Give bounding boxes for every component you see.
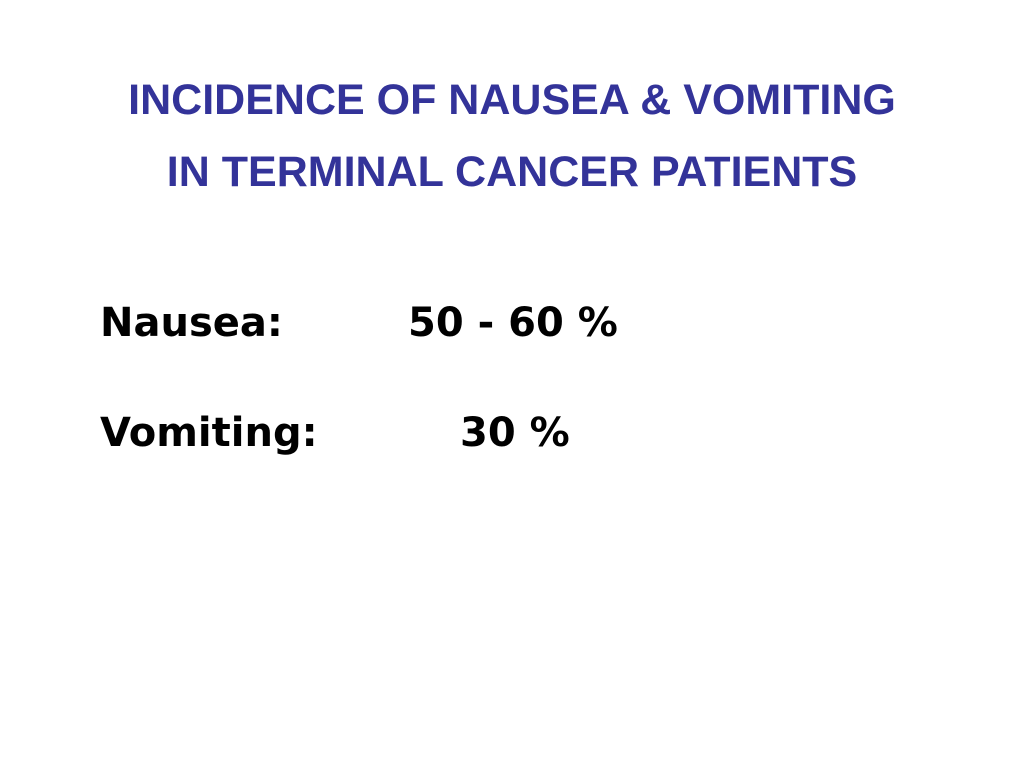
stat-row-nausea [100, 300, 800, 360]
slide-title [0, 64, 1024, 208]
stat-row-vomiting [100, 410, 800, 470]
stats-list [100, 300, 800, 470]
stat-label-vomiting: Vomiting: [100, 410, 318, 456]
stat-value-nausea: 50 - 60 % [408, 300, 618, 346]
stat-value-vomiting: 30 % [460, 410, 570, 456]
title-line-1: INCIDENCE OF NAUSEA & VOMITING [128, 76, 896, 124]
title-line-2: IN TERMINAL CANCER PATIENTS [166, 148, 858, 196]
stat-label-nausea: Nausea: [100, 300, 283, 346]
